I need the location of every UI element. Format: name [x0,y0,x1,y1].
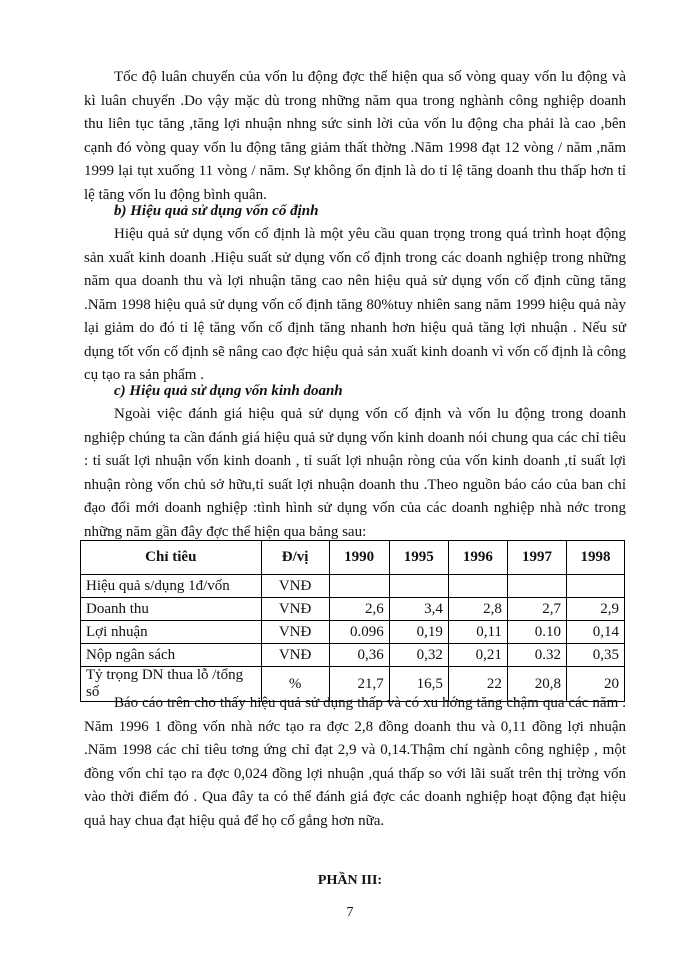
cell-1990: 0.096 [329,621,389,644]
row-unit: VNĐ [261,621,329,644]
section-c-text: Ngoài việc đánh giá hiệu quả sử dụng vốn cố định và vốn lu động trong doanh nghiệp chúng ta cần đánh giá hiệu quả sử dụng vốn kinh doanh nói chung qua các chỉ tiêu : tỉ suất lợi nhuận vốn kinh doanh , tỉ suất lợi nhuận ròng của vốn kinh doanh ,tỉ suất lợi nhuận ròng vốn chủ sở hữu,tỉ suất lợi nhuận doanh thu .Theo nguồn báo cáo của ban chỉ đạo đổi mới doanh nghiệp :tình hình sử dụng vốn của các doanh nghiệp nhà nớc trong những năm gần đây đợc thể hiện qua bảng sau: [84,406,626,540]
conclusion-text: Báo cáo trên cho thấy hiệu quả sử dụng thấp và có xu hớng tăng chậm qua các năm . Năm 1996 1 đồng vốn nhà nớc tạo ra đợc 2,8 đồng doanh thu và 0,11 đồng lợi nhuận .Năm 1998 các chỉ tiêu tơng ứng chỉ đạt 2,9 và 0,14.Thậm chí ngành công nghiệp , một đồng vốn chỉ tạo ra đợc 0,024 đồng lợi nhuận ,quá thấp so với lãi suất trên thị trờng vốn vào thời điểm đó . Qua đây ta có thể đánh giá đợc các doanh nghiệp hoạt động đạt hiệu quả hay chua đạt hiệu quả để họ cố gắng hơn nữa. [84,695,626,829]
section-b-paragraph [84,223,626,388]
part-title: PHẦN III: [317,873,383,888]
row-unit: VNĐ [261,598,329,621]
cell-1995: 3,4 [389,598,448,621]
table-row [81,598,625,621]
cell-1997: 20,8 [507,667,566,702]
conclusion-paragraph [84,692,626,833]
cell-1998 [567,575,625,598]
cell-1996: 0,21 [448,644,507,667]
header-year-1996: 1996 [448,541,507,575]
row-label: Doanh thu [81,598,262,621]
cell-1995: 16,5 [389,667,448,702]
cell-1996: 0,11 [448,621,507,644]
cell-1995: 0,32 [389,644,448,667]
header-year-1997: 1997 [507,541,566,575]
cell-1998: 0,35 [567,644,625,667]
row-label: Tỷ trọng DN thua lỗ /tổng số [81,667,262,702]
cell-1997: 2,7 [507,598,566,621]
cell-1990: 2,6 [329,598,389,621]
cell-1995: 0,19 [389,621,448,644]
cell-1998: 20 [567,667,625,702]
header-indicator: Chỉ tiêu [81,541,262,575]
header-year-1990: 1990 [329,541,389,575]
intro-text: Tốc độ luân chuyển của vốn lu động đợc thể hiện qua số vòng quay vốn lu động và kì luân chuyển .Do vậy mặc dù trong những năm qua trong nghành công nghiệp doanh thu liên tục tăng ,tăng lợi nhuận nhng sức sinh lời của vốn lu động cha phải là cao ,bên cạnh đó vòng quay vốn lu động tăng giảm thất thờng .Năm 1998 đạt 12 vòng / năm ,năm 1999 lại tụt xuống 11 vòng / năm. Sự không ổn định là do tỉ lệ tăng doanh thu thấp hơn tỉ lệ tăng vốn lu động bình quân. [84,69,626,203]
header-year-1995: 1995 [389,541,448,575]
header-year-1998: 1998 [567,541,625,575]
header-unit: Đ/vị [261,541,329,575]
cell-1997 [507,575,566,598]
row-label: Nộp ngân sách [81,644,262,667]
table-row [81,621,625,644]
section-c-paragraph [84,403,626,544]
section-b-heading: b) Hiệu quả sử dụng vốn cố định [114,203,319,219]
cell-1997: 0.10 [507,621,566,644]
row-label: Hiệu quả s/dụng 1đ/vốn [81,575,262,598]
efficiency-table [80,540,625,702]
intro-paragraph [84,66,626,207]
table-header-row [81,541,625,575]
row-label: Lợi nhuận [81,621,262,644]
row-unit: VNĐ [261,644,329,667]
table-row [81,644,625,667]
cell-1990: 21,7 [329,667,389,702]
cell-1996 [448,575,507,598]
cell-1995 [389,575,448,598]
page-number: 7 [346,905,354,920]
cell-1996: 2,8 [448,598,507,621]
cell-1997: 0.32 [507,644,566,667]
row-unit: VNĐ [261,575,329,598]
cell-1998: 2,9 [567,598,625,621]
cell-1990: 0,36 [329,644,389,667]
cell-1996: 22 [448,667,507,702]
section-b-text: Hiệu quả sử dụng vốn cố định là một yêu cầu quan trọng trong quá trình hoạt động sản xuất kinh doanh .Hiệu suất sử dụng vốn cố định trong các doanh nghiệp trong những năm qua doanh thu và lợi nhuận tăng cao nên hiệu quả sử dụng vốn cố định cũng tăng .Năm 1998 hiệu quả sử dụng vốn cố định tăng 80%tuy nhiên sang năm 1999 hiệu quả này lại giảm do đó tỉ lệ tăng vốn cố định tăng nhanh hơn hiệu quả tăng lợi nhuận . Nếu sử dụng tốt vốn cố định sẽ nâng cao đợc hiệu quả sản xuất kinh doanh vì vốn cố định là công cụ tạo ra sản phẩm . [84,226,626,383]
table-row [81,575,625,598]
cell-1990 [329,575,389,598]
section-c-heading: c) Hiệu quả sử dụng vốn kinh doanh [114,383,343,399]
cell-1998: 0,14 [567,621,625,644]
row-unit: % [261,667,329,702]
